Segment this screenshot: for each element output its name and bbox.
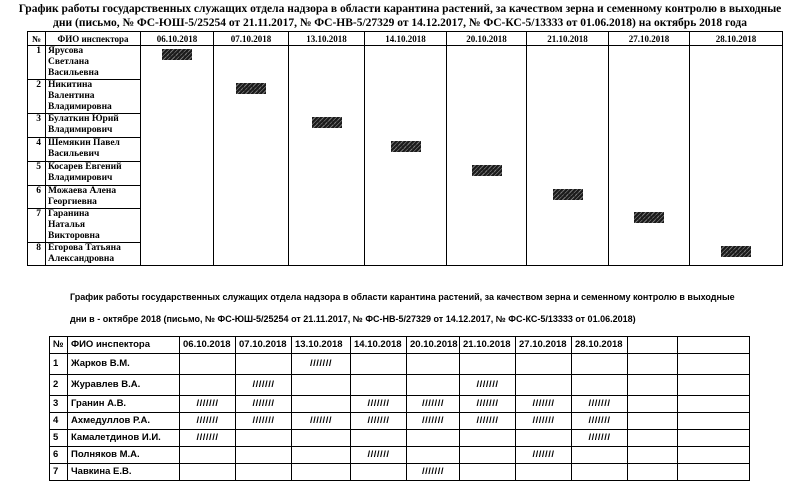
duty-cell [365, 186, 447, 209]
empty-cell [678, 337, 750, 354]
duty-cell [460, 447, 516, 464]
duty-cell [690, 243, 783, 266]
row-number: 3 [50, 396, 68, 413]
inspector-name-line: Наталья [48, 220, 86, 230]
inspector-name-line: Владимировна [48, 102, 112, 112]
duty-cell [141, 138, 214, 162]
inspector-name-line: Ярусова [48, 46, 84, 56]
duty-cell [365, 114, 447, 138]
duty-cell [447, 138, 527, 162]
duty-cell [609, 243, 690, 266]
duty-cell [180, 447, 236, 464]
table-row [28, 80, 783, 114]
duty-cell [609, 46, 690, 80]
duty-cell [407, 430, 460, 447]
duty-mark: ////////// [472, 165, 502, 176]
table-row [28, 46, 783, 80]
inspector-name: Ахмедуллов Р.А. [68, 413, 180, 430]
duty-mark: /////// [351, 413, 407, 430]
duty-cell [527, 186, 609, 209]
empty-cell [678, 396, 750, 413]
duty-mark: /////// [460, 375, 516, 396]
empty-cell [678, 413, 750, 430]
date-header: 14.10.2018 [351, 337, 407, 354]
duty-cell [690, 114, 783, 138]
duty-cell [365, 80, 447, 114]
duty-cell [447, 162, 527, 186]
duty-mark: ////////// [312, 117, 342, 128]
schedule-title-top-line2: дни (письмо, № ФС-ЮШ-5/25254 от 21.11.2017, № ФС-НВ-5/27329 от 14.12.2017, № ФС-КС-5/13333 от 01.06.2018) на октябрь 2018 года [53, 17, 747, 29]
row-number: 1 [50, 354, 68, 375]
duty-cell [289, 138, 365, 162]
date-header: 28.10.2018 [690, 32, 783, 46]
duty-cell [527, 209, 609, 243]
row-number: 1 [28, 46, 46, 80]
duty-cell [141, 209, 214, 243]
duty-mark: ////////// [721, 246, 751, 257]
col-name-header: ФИО инспектора [68, 337, 180, 354]
duty-cell [292, 375, 351, 396]
duty-cell [180, 375, 236, 396]
duty-cell [447, 186, 527, 209]
schedule-table-bottom-header [50, 337, 750, 354]
duty-cell [141, 114, 214, 138]
schedule-title-bottom-line2: дни в - октябре 2018 (письмо, № ФС-ЮШ-5/25254 от 21.11.2017, № ФС-НВ-5/27329 от 14.12.2017, № ФС-КС-5/13333 от 01.06.2018) [70, 314, 636, 324]
table-row [28, 138, 783, 162]
duty-cell [141, 46, 214, 80]
col-num-header: № [50, 337, 68, 354]
duty-cell [690, 46, 783, 80]
inspector-name-line: Шемякин Павел [48, 138, 120, 148]
inspector-name-line: Владимирович [48, 173, 113, 183]
duty-mark: /////// [236, 375, 292, 396]
table-row [50, 430, 750, 447]
inspector-name: Камалетдинов И.И. [68, 430, 180, 447]
duty-cell [609, 138, 690, 162]
table-row [50, 396, 750, 413]
duty-cell [236, 430, 292, 447]
row-number: 4 [50, 413, 68, 430]
duty-mark: /////// [351, 396, 407, 413]
inspector-name [46, 162, 141, 186]
duty-mark: /////// [407, 396, 460, 413]
empty-cell [678, 375, 750, 396]
inspector-name [46, 46, 141, 80]
duty-cell [609, 114, 690, 138]
row-number: 5 [50, 430, 68, 447]
schedule-title-top-line1: График работы государственных служащих отдела надзора в области карантина растений, за качеством зерна и семенному контролю в выходные [18, 3, 782, 15]
duty-cell [214, 114, 289, 138]
duty-mark: /////// [572, 396, 628, 413]
duty-cell [516, 375, 572, 396]
schedule-title-bottom-line1: График работы государственных служащих отдела надзора в области карантина растений, за качеством зерна и семенному контролю в выходные [70, 292, 735, 302]
duty-cell [690, 186, 783, 209]
inspector-name [46, 114, 141, 138]
date-header: 21.10.2018 [460, 337, 516, 354]
duty-mark: /////// [236, 413, 292, 430]
duty-cell [289, 114, 365, 138]
date-header: 13.10.2018 [289, 32, 365, 46]
row-number: 2 [50, 375, 68, 396]
inspector-name-line: Гаранина [48, 209, 90, 219]
schedule-title-top [0, 2, 800, 30]
duty-cell [180, 354, 236, 375]
duty-cell [214, 138, 289, 162]
duty-mark: /////// [516, 413, 572, 430]
duty-cell [447, 243, 527, 266]
duty-cell [289, 186, 365, 209]
duty-mark: /////// [180, 396, 236, 413]
duty-cell [572, 354, 628, 375]
duty-cell [292, 430, 351, 447]
row-number: 4 [28, 138, 46, 162]
duty-cell [236, 354, 292, 375]
duty-cell [365, 46, 447, 80]
duty-cell [447, 209, 527, 243]
inspector-name: Полняков М.А. [68, 447, 180, 464]
inspector-name: Чавкина Е.В. [68, 464, 180, 481]
empty-cell [628, 354, 678, 375]
duty-cell [236, 447, 292, 464]
inspector-name: Гранин А.В. [68, 396, 180, 413]
duty-mark: ////////// [634, 212, 664, 223]
col-num-header: № [28, 32, 46, 46]
duty-mark: /////// [180, 413, 236, 430]
date-header: 13.10.2018 [292, 337, 351, 354]
duty-cell [289, 46, 365, 80]
table-row [50, 375, 750, 396]
duty-cell [365, 138, 447, 162]
inspector-name-line: Егорова Татьяна [48, 243, 121, 253]
date-header: 06.10.2018 [180, 337, 236, 354]
duty-cell [609, 186, 690, 209]
inspector-name-line: Булаткин Юрий [48, 114, 119, 124]
date-header: 07.10.2018 [214, 32, 289, 46]
duty-mark: /////// [460, 413, 516, 430]
duty-cell [214, 243, 289, 266]
duty-cell [527, 138, 609, 162]
row-number: 7 [50, 464, 68, 481]
date-header: 28.10.2018 [572, 337, 628, 354]
duty-cell [292, 396, 351, 413]
inspector-name-line: Можаева Алена [48, 186, 117, 196]
duty-cell [516, 430, 572, 447]
duty-cell [214, 80, 289, 114]
inspector-name [46, 80, 141, 114]
schedule-table-bottom [49, 336, 750, 481]
date-header: 06.10.2018 [141, 32, 214, 46]
inspector-name-line: Светлана [48, 57, 89, 67]
date-header: 20.10.2018 [447, 32, 527, 46]
date-header: 27.10.2018 [516, 337, 572, 354]
table-row [50, 413, 750, 430]
inspector-name: Жарков В.М. [68, 354, 180, 375]
duty-mark: /////// [292, 354, 351, 375]
schedule-table-top-header [28, 32, 783, 46]
duty-cell [407, 375, 460, 396]
duty-cell [690, 80, 783, 114]
table-row [28, 243, 783, 266]
duty-cell [141, 162, 214, 186]
duty-cell [365, 162, 447, 186]
inspector-name-line: Александровна [48, 254, 115, 264]
table-row [28, 114, 783, 138]
duty-mark: /////// [460, 396, 516, 413]
duty-cell [447, 114, 527, 138]
row-number: 7 [28, 209, 46, 243]
duty-mark: /////// [572, 430, 628, 447]
duty-mark: ////////// [553, 189, 583, 200]
empty-cell [628, 337, 678, 354]
duty-cell [289, 243, 365, 266]
row-number: 2 [28, 80, 46, 114]
duty-cell [572, 447, 628, 464]
empty-cell [628, 430, 678, 447]
duty-cell [460, 430, 516, 447]
duty-cell [527, 46, 609, 80]
date-header: 21.10.2018 [527, 32, 609, 46]
duty-cell [365, 243, 447, 266]
duty-cell [351, 430, 407, 447]
schedule-table-top [27, 31, 783, 266]
duty-cell [289, 162, 365, 186]
table-row [50, 354, 750, 375]
duty-cell [690, 138, 783, 162]
table-row [50, 447, 750, 464]
table-row [28, 209, 783, 243]
inspector-name-line: Викторовна [48, 231, 100, 241]
empty-cell [678, 430, 750, 447]
inspector-name-line: Васильевич [48, 149, 100, 159]
empty-cell [678, 354, 750, 375]
duty-cell [609, 80, 690, 114]
date-header: 14.10.2018 [365, 32, 447, 46]
duty-cell [609, 162, 690, 186]
inspector-name-line: Валентина [48, 91, 95, 101]
duty-cell [292, 447, 351, 464]
inspector-name [46, 186, 141, 209]
duty-cell [214, 162, 289, 186]
duty-mark: /////// [407, 413, 460, 430]
inspector-name [46, 138, 141, 162]
table-row [28, 162, 783, 186]
duty-cell [690, 209, 783, 243]
empty-cell [628, 447, 678, 464]
duty-mark: /////// [516, 447, 572, 464]
table-row [28, 186, 783, 209]
duty-mark: /////// [292, 413, 351, 430]
row-number: 5 [28, 162, 46, 186]
inspector-name-line: Васильевна [48, 68, 99, 78]
empty-cell [628, 396, 678, 413]
inspector-name-line: Косарев Евгений [48, 162, 122, 172]
inspector-name [46, 209, 141, 243]
duty-cell [141, 186, 214, 209]
inspector-name: Журавлев В.А. [68, 375, 180, 396]
duty-mark: ////////// [162, 49, 192, 60]
row-number: 3 [28, 114, 46, 138]
duty-cell [141, 243, 214, 266]
duty-cell [351, 375, 407, 396]
duty-cell [527, 243, 609, 266]
duty-mark: ////////// [236, 83, 266, 94]
duty-cell [407, 354, 460, 375]
duty-cell [516, 354, 572, 375]
duty-cell [214, 186, 289, 209]
empty-cell [628, 413, 678, 430]
duty-cell [214, 209, 289, 243]
duty-cell [527, 114, 609, 138]
inspector-name-line: Георгиевна [48, 197, 97, 207]
row-number: 6 [28, 186, 46, 209]
inspector-name-line: Никитина [48, 80, 93, 90]
duty-cell [447, 46, 527, 80]
row-number: 8 [28, 243, 46, 266]
duty-cell [141, 80, 214, 114]
duty-mark: /////// [572, 413, 628, 430]
empty-cell [678, 447, 750, 464]
duty-cell [365, 209, 447, 243]
duty-cell [407, 447, 460, 464]
duty-mark: /////// [180, 430, 236, 447]
empty-cell [628, 375, 678, 396]
duty-mark: /////// [351, 447, 407, 464]
duty-cell [527, 80, 609, 114]
duty-cell [572, 375, 628, 396]
duty-cell [527, 162, 609, 186]
duty-cell [609, 209, 690, 243]
duty-mark: /////// [407, 464, 460, 481]
duty-mark: /////// [236, 396, 292, 413]
duty-mark: ////////// [391, 141, 421, 152]
inspector-name [46, 243, 141, 266]
duty-cell [289, 80, 365, 114]
inspector-name-line: Владимирович [48, 125, 113, 135]
row-number: 6 [50, 447, 68, 464]
duty-cell [214, 46, 289, 80]
duty-cell [460, 354, 516, 375]
duty-cell [690, 162, 783, 186]
date-header: 27.10.2018 [609, 32, 690, 46]
duty-cell [447, 80, 527, 114]
duty-cell [289, 209, 365, 243]
col-name-header: ФИО инспектора [46, 32, 141, 46]
duty-cell [351, 354, 407, 375]
date-header: 20.10.2018 [407, 337, 460, 354]
duty-mark: /////// [516, 396, 572, 413]
date-header: 07.10.2018 [236, 337, 292, 354]
